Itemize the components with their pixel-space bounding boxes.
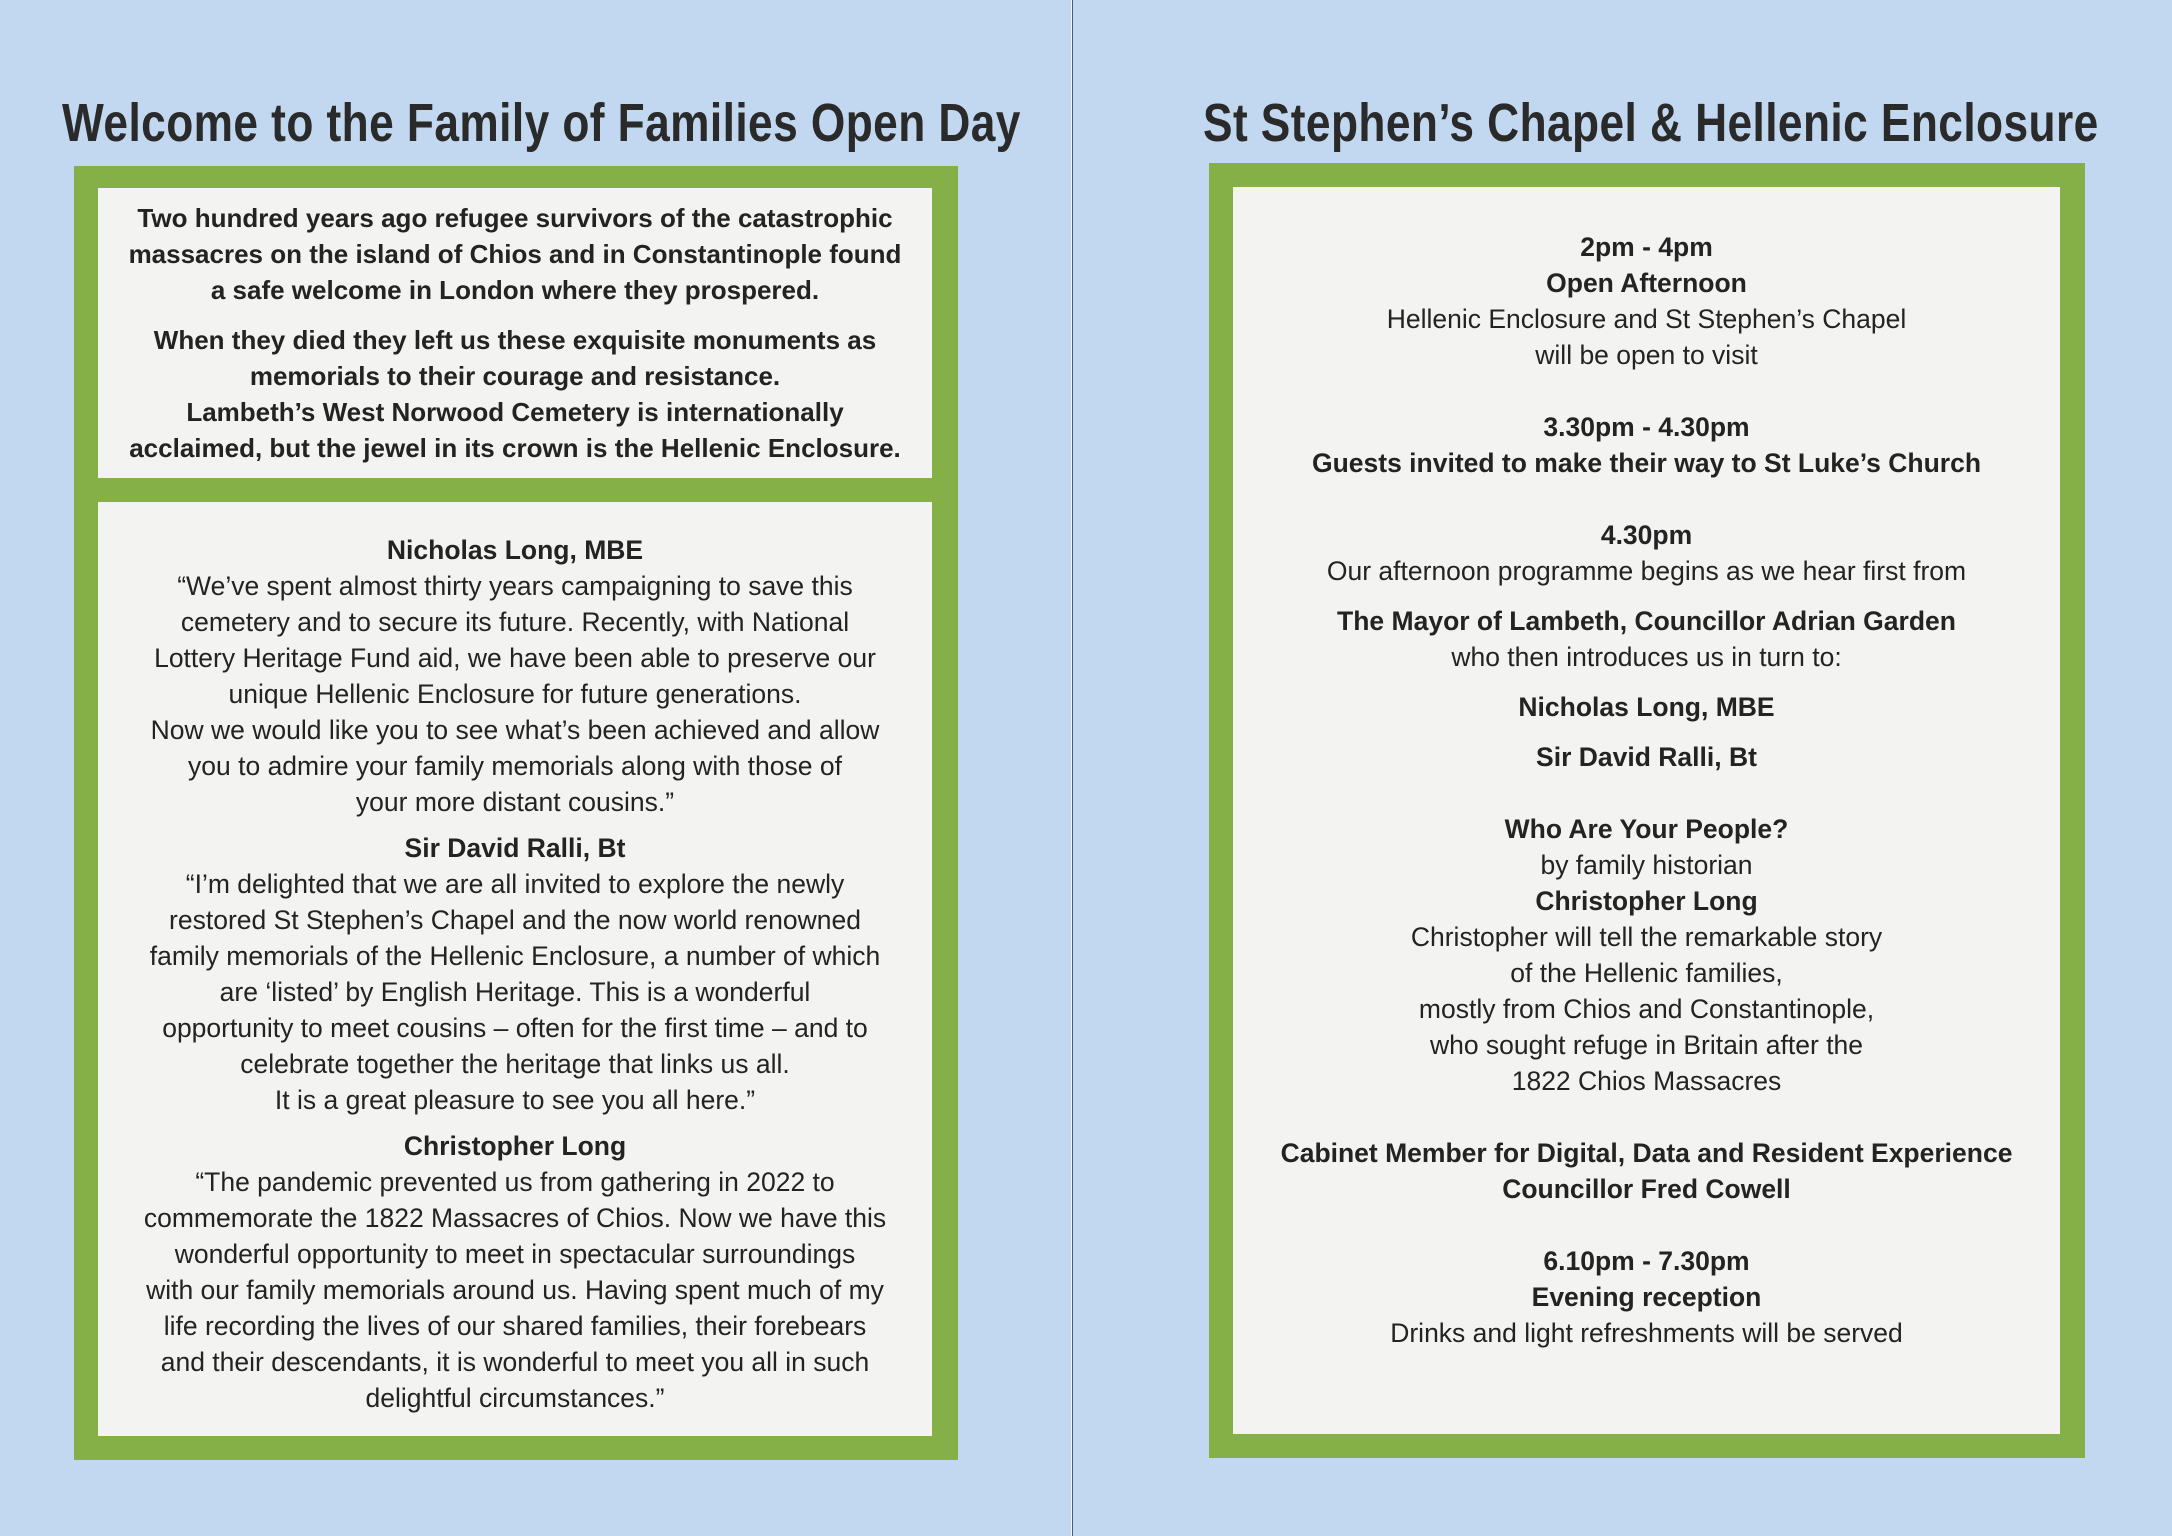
quote-line: you to admire your family memorials along with those of	[188, 751, 842, 781]
programme-line: 1822 Chios Massacres	[1511, 1066, 1782, 1096]
quote-line: “I’m delighted that we are all invited to explore the newly	[185, 869, 845, 899]
intro-line: When they died they left us these exquisite monuments as	[153, 325, 877, 355]
programme-role: Cabinet Member for Digital, Data and Resident Experience	[1280, 1138, 2013, 1168]
quote-line: Now we would like you to see what’s been achieved and allow	[150, 715, 880, 745]
programme-mayor: The Mayor of Lambeth, Councillor Adrian Garden	[1337, 606, 1956, 636]
quote-line: opportunity to meet cousins – often for the first time – and to	[162, 1013, 868, 1043]
quote-line: celebrate together the heritage that links us all.	[240, 1049, 790, 1079]
quote-line: unique Hellenic Enclosure for future generations.	[228, 679, 802, 709]
intro-line: acclaimed, but the jewel in its crown is the Hellenic Enclosure.	[129, 433, 901, 463]
quotes-panel	[98, 502, 932, 1436]
left-page-title: Welcome to the Family of Families Open Day	[62, 93, 1021, 153]
programme-time: 3.30pm - 4.30pm	[1543, 412, 1750, 442]
quote-nicholas-long	[98, 532, 932, 820]
programme-heading: Guests invited to make their way to St Luke’s Church	[1311, 448, 1982, 478]
programme-time: 6.10pm - 7.30pm	[1543, 1246, 1750, 1276]
quote-speaker: Nicholas Long, MBE	[386, 535, 644, 565]
programme-time: 4.30pm	[1600, 520, 1693, 550]
programme-speaker: Councillor Fred Cowell	[1502, 1174, 1791, 1204]
right-page-title: St Stephen’s Chapel & Hellenic Enclosure	[1203, 93, 2099, 153]
quote-line: commemorate the 1822 Massacres of Chios. Now we have this	[143, 1203, 887, 1233]
quote-line: wonderful opportunity to meet in spectacular surroundings	[174, 1239, 856, 1269]
quote-line: your more distant cousins.”	[355, 787, 675, 817]
quote-line: “We’ve spent almost thirty years campaigning to save this	[177, 571, 853, 601]
intro-line: massacres on the island of Chios and in Constantinople found	[128, 239, 902, 269]
intro-panel	[98, 188, 932, 478]
programme-heading: Open Afternoon	[1546, 268, 1747, 298]
quote-line: It is a great pleasure to see you all here.”	[274, 1085, 756, 1115]
programme-line: Christopher will tell the remarkable story	[1410, 922, 1883, 952]
programme-open-afternoon	[1233, 229, 2060, 373]
programme-speaker: Nicholas Long, MBE	[1518, 692, 1775, 722]
programme-guests	[1233, 409, 2060, 481]
programme-time: 2pm - 4pm	[1580, 232, 1713, 262]
programme-start	[1233, 517, 2060, 775]
quote-speaker: Sir David Ralli, Bt	[404, 833, 626, 863]
programme-line: will be open to visit	[1535, 340, 1758, 370]
quote-line: “The pandemic prevented us from gathering in 2022 to	[195, 1167, 835, 1197]
programme-reception	[1233, 1243, 2060, 1351]
quote-line: delightful circumstances.”	[365, 1383, 665, 1413]
quote-david-ralli	[98, 830, 932, 1118]
quote-christopher-long	[98, 1128, 932, 1416]
programme-panel	[1233, 187, 2060, 1434]
quote-line: Lottery Heritage Fund aid, we have been able to preserve our	[154, 643, 876, 673]
quote-line: and their descendants, it is wonderful to meet you all in such	[160, 1347, 870, 1377]
programme-line: Our afternoon programme begins as we hear first from	[1326, 556, 1967, 586]
programme-speaker: Christopher Long	[1535, 886, 1758, 916]
intro-line: Lambeth’s West Norwood Cemetery is internationally	[186, 397, 844, 427]
programme-line: mostly from Chios and Constantinople,	[1418, 994, 1875, 1024]
programme-line: by family historian	[1540, 850, 1753, 880]
quote-speaker: Christopher Long	[403, 1131, 627, 1161]
programme-heading: Who Are Your People?	[1504, 814, 1789, 844]
intro-line: a safe welcome in London where they prospered.	[210, 275, 820, 305]
programme-speaker: Sir David Ralli, Bt	[1536, 742, 1757, 772]
programme-line: who then introduces us in turn to:	[1451, 642, 1842, 672]
intro-line: Two hundred years ago refugee survivors of the catastrophic	[137, 203, 893, 233]
programme-heading: Evening reception	[1531, 1282, 1762, 1312]
programme-talk	[1233, 811, 2060, 1099]
quote-line: with our family memorials around us. Having spent much of my	[146, 1275, 884, 1305]
programme-line: Drinks and light refreshments will be served	[1390, 1318, 1903, 1348]
quote-line: family memorials of the Hellenic Enclosure, a number of which	[149, 941, 881, 971]
programme-line: of the Hellenic families,	[1510, 958, 1783, 988]
intro-line: memorials to their courage and resistance.	[249, 361, 781, 391]
quote-line: restored St Stephen’s Chapel and the now world renowned	[169, 905, 861, 935]
programme-cabinet	[1233, 1135, 2060, 1207]
quote-line: are ‘listed’ by English Heritage. This is a wonderful	[219, 977, 811, 1007]
page-fold-line	[1071, 0, 1074, 1536]
programme-line: Hellenic Enclosure and St Stephen’s Chapel	[1386, 304, 1907, 334]
quote-line: cemetery and to secure its future. Recently, with National	[180, 607, 850, 637]
programme-line: who sought refuge in Britain after the	[1429, 1030, 1864, 1060]
quote-line: life recording the lives of our shared families, their forebears	[163, 1311, 867, 1341]
